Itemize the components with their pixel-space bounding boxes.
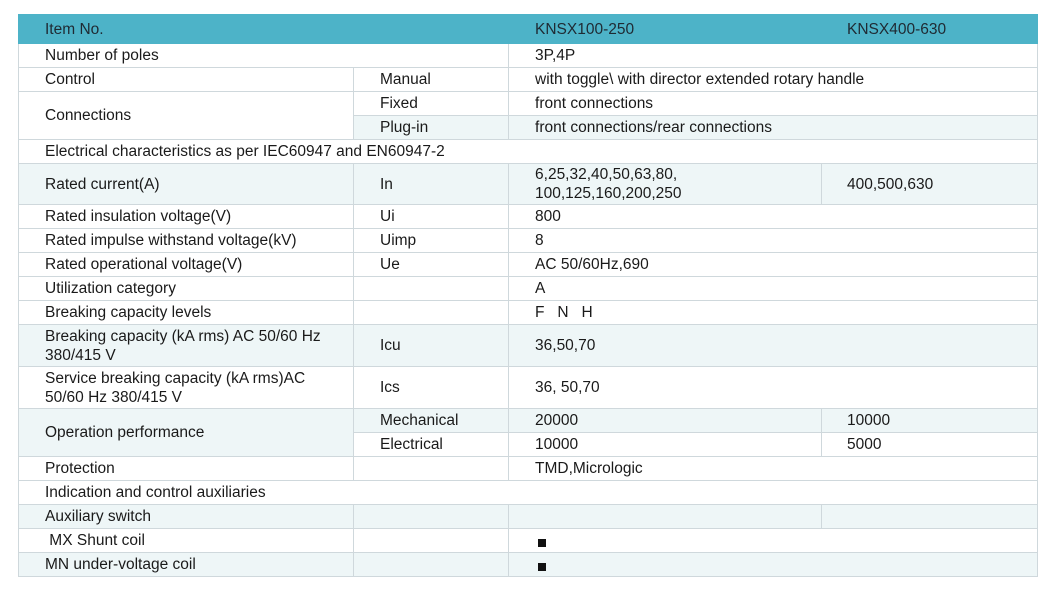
row-sublabel: Electrical <box>354 433 509 457</box>
row-value: F N H <box>509 301 1038 325</box>
row-value <box>509 529 1038 553</box>
row-label: Number of poles <box>19 44 509 68</box>
row-sublabel: Ue <box>354 253 509 277</box>
row-label: Breaking capacity levels <box>19 301 354 325</box>
row-label: Rated current(A) <box>19 164 354 205</box>
table-row <box>19 253 1038 277</box>
table-row <box>19 229 1038 253</box>
row-sublabel: In <box>354 164 509 205</box>
row-label: Operation performance <box>19 409 354 457</box>
row-value: 3P,4P <box>509 44 1038 68</box>
row-sublabel: Uimp <box>354 229 509 253</box>
row-sublabel-empty <box>354 277 509 301</box>
table-row <box>19 505 1038 529</box>
row-value: 10000 <box>509 433 822 457</box>
row-value: 36,50,70 <box>509 325 1038 367</box>
header-row <box>19 15 1038 44</box>
square-bullet-icon <box>538 539 546 547</box>
row-label: Rated impulse withstand voltage(kV) <box>19 229 354 253</box>
row-value: TMD,Micrologic <box>509 457 1038 481</box>
header-model-b: KNSX400-630 <box>822 15 1038 44</box>
row-label-line: Service breaking capacity (kA rms)AC <box>45 369 306 387</box>
table-row <box>19 529 1038 553</box>
table-row <box>19 44 1038 68</box>
table-row <box>19 277 1038 301</box>
table-row <box>19 409 1038 433</box>
header-model-a: KNSX100-250 <box>509 15 822 44</box>
row-label: Auxiliary switch <box>19 505 354 529</box>
row-value: front connections/rear connections <box>509 116 1038 140</box>
spec-table <box>18 14 1038 577</box>
row-sublabel: Ui <box>354 205 509 229</box>
row-label: Control <box>19 68 354 92</box>
table-row <box>19 164 1038 205</box>
row-label: MX Shunt coil <box>19 529 354 553</box>
row-label: MN under-voltage coil <box>19 553 354 577</box>
section-heading: Indication and control auxiliaries <box>19 481 1038 505</box>
row-value-b-empty <box>822 505 1038 529</box>
row-value: with toggle\ with director extended rotary handle <box>509 68 1038 92</box>
row-label: Utilization category <box>19 277 354 301</box>
row-value: 36, 50,70 <box>509 367 1038 409</box>
row-label: Protection <box>19 457 354 481</box>
row-value-b: 5000 <box>822 433 1038 457</box>
row-value-b: 400,500,630 <box>822 164 1038 205</box>
row-label: Rated insulation voltage(V) <box>19 205 354 229</box>
row-value: front connections <box>509 92 1038 116</box>
table-row <box>19 325 1038 367</box>
row-sublabel-empty <box>354 301 509 325</box>
row-value-line: 6,25,32,40,50,63,80, <box>535 166 678 183</box>
row-sublabel-empty <box>354 529 509 553</box>
table-row <box>19 457 1038 481</box>
table-row <box>19 301 1038 325</box>
row-label: Connections <box>19 92 354 140</box>
row-sublabel-empty <box>354 457 509 481</box>
row-value-b: 10000 <box>822 409 1038 433</box>
row-sublabel: Icu <box>354 325 509 367</box>
row-label-line: 50/60 Hz 380/415 V <box>45 388 183 406</box>
table-row <box>19 553 1038 577</box>
row-value: AC 50/60Hz,690 <box>509 253 1038 277</box>
row-sublabel-empty <box>354 553 509 577</box>
row-sublabel: Mechanical <box>354 409 509 433</box>
row-label: Rated operational voltage(V) <box>19 253 354 277</box>
table-row <box>19 92 1038 116</box>
row-label-line: Breaking capacity (kA rms) AC 50/60 Hz <box>45 327 321 345</box>
row-sublabel: Fixed <box>354 92 509 116</box>
row-value: 8 <box>509 229 1038 253</box>
table-row <box>19 481 1038 505</box>
row-sublabel: Ics <box>354 367 509 409</box>
row-sublabel: Manual <box>354 68 509 92</box>
row-sublabel: Plug-in <box>354 116 509 140</box>
row-value: A <box>509 277 1038 301</box>
square-bullet-icon <box>538 563 546 571</box>
section-heading: Electrical characteristics as per IEC60947 and EN60947-2 <box>19 140 1038 164</box>
row-value <box>509 553 1038 577</box>
table-row <box>19 140 1038 164</box>
table-row <box>19 205 1038 229</box>
row-value: 800 <box>509 205 1038 229</box>
header-item-no: Item No. <box>19 15 509 44</box>
row-label-line: 380/415 V <box>45 346 116 364</box>
table-row <box>19 68 1038 92</box>
row-value: 20000 <box>509 409 822 433</box>
row-value-line: 100,125,160,200,250 <box>535 185 682 202</box>
row-value-empty <box>509 505 822 529</box>
table-row <box>19 367 1038 409</box>
row-sublabel-empty <box>354 505 509 529</box>
